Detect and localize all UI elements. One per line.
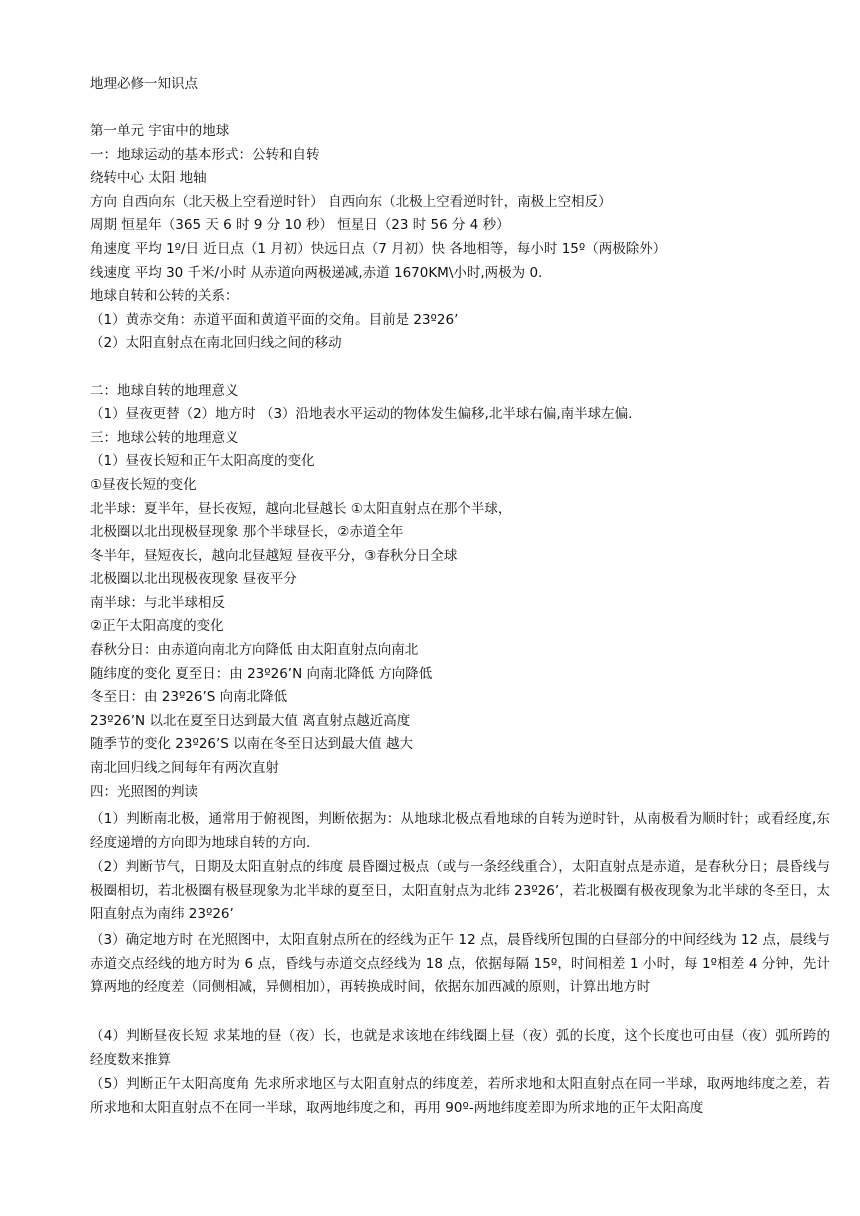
paragraph-judge-solar-terms: （2）判断节气，日期及太阳直射点的纬度 晨昏圈过极点（或与一条经线重合），太阳直射点是赤道，是春秋分日；晨昏线与极圈相切，若北极圈有极昼现象为北半球的夏至日，太阳直射点为北纬 23º26’，若北极圈有极夜现象为北半球的冬至日，太阳直射点为南纬 23º26’ bbox=[90, 859, 830, 923]
text-line: 随季节的变化 23º26’S 以南在冬至日达到最大值 越大 bbox=[90, 736, 413, 753]
text-line: 北半球：夏半年，昼长夜短，越向北昼越长 ①太阳直射点在那个半球， bbox=[90, 500, 512, 517]
text-line: 方向 自西向东（北天极上空看逆时针） 自西向东（北极上空看逆时针，南极上空相反） bbox=[90, 193, 612, 210]
text-line: 角速度 平均 1º/日 近日点（1 月初）快远日点（7 月初）快 各地相等，每小时 15º（两极除外） bbox=[90, 240, 667, 257]
text-line: 随纬度的变化 夏至日：由 23º26’N 向南北降低 方向降低 bbox=[90, 665, 433, 682]
text-line: ①昼夜长短的变化 bbox=[90, 476, 197, 493]
text-line: 南半球：与北半球相反 bbox=[90, 594, 225, 611]
text-line: （1）昼夜长短和正午太阳高度的变化 bbox=[90, 453, 315, 470]
text-line: （1）黄赤交角：赤道平面和黄道平面的交角。目前是 23º26’ bbox=[90, 311, 459, 328]
text-line: 北极圈以北出现极夜现象 昼夜平分 bbox=[90, 571, 297, 588]
text-line: 三：地球公转的地理意义 bbox=[90, 429, 239, 446]
paragraph-day-length: （4）判断昼夜长短 求某地的昼（夜）长，也就是求该地在纬线圈上昼（夜）弧的长度，这个长度也可由昼（夜）弧所跨的经度数来推算 bbox=[90, 1028, 830, 1068]
text-line: 23º26’N 以北在夏至日达到最大值 离直射点越近高度 bbox=[90, 712, 411, 729]
paragraph-noon-sun-angle: （5）判断正午太阳高度角 先求所求地区与太阳直射点的纬度差，若所求地和太阳直射点在同一半球，取两地纬度之差，若所求地和太阳直射点不在同一半球，取两地纬度之和，再用 90º-两地纬度差即为所求地的正午太阳高度 bbox=[90, 1076, 830, 1116]
text-line: 北极圈以北出现极昼现象 那个半球昼长，②赤道全年 bbox=[90, 524, 404, 541]
text-line: 一：地球运动的基本形式：公转和自转 bbox=[90, 146, 320, 163]
text-line: 二：地球自转的地理意义 bbox=[90, 382, 239, 399]
text-line: 四：光照图的判读 bbox=[90, 783, 198, 800]
text-line: （1）昼夜更替（2）地方时 （3）沿地表水平运动的物体发生偏移,北半球右偏,南半球左偏. bbox=[90, 406, 633, 423]
document-title: 地理必修一知识点 bbox=[90, 76, 198, 92]
text-line: 冬至日：由 23º26’S 向南北降低 bbox=[90, 689, 288, 706]
text-line: 周期 恒星年（365 天 6 时 9 分 10 秒） 恒星日（23 时 56 分 4 秒） bbox=[90, 217, 510, 234]
paragraph-local-time: （3）确定地方时 在光照图中，太阳直射点所在的经线为正午 12 点，晨昏线所包围的白昼部分的中间经线为 12 点，晨线与赤道交点经线的地方时为 6 点，昏线与赤道交点经线为 18 点，依据每隔 15º，时间相差 1 小时，每 1º相差 4 分钟，先计算两地的经度差（同侧相减，异侧相加），再转换成时间，依据东加西减的原则，计算出地方时 bbox=[90, 932, 830, 996]
text-line: 第一单元 宇宙中的地球 bbox=[90, 123, 230, 139]
text-line: 南北回归线之间每年有两次直射 bbox=[90, 760, 279, 777]
text-line: （2）太阳直射点在南北回归线之间的移动 bbox=[90, 335, 342, 352]
blank-line bbox=[90, 356, 830, 380]
text-line: 线速度 平均 30 千米/小时 从赤道向两极递减,赤道 1670KM\小时,两极为 0. bbox=[90, 264, 543, 281]
text-line: 绕转中心 太阳 地轴 bbox=[90, 170, 207, 187]
text-line: 春秋分日：由赤道向南北方向降低 由太阳直射点向南北 bbox=[90, 642, 419, 659]
content-lines bbox=[90, 120, 830, 804]
text-line: 冬半年，昼短夜长，越向北昼越短 昼夜平分，③春秋分日全球 bbox=[90, 547, 458, 564]
paragraph-judge-poles: （1）判断南北极，通常用于俯视图，判断依据为：从地球北极点看地球的自转为逆时针，从南极看为顺时针；或看经度,东经度递增的方向即为地球自转的方向. bbox=[90, 811, 830, 851]
text-line: 地球自转和公转的关系： bbox=[90, 288, 239, 305]
text-line: ②正午太阳高度的变化 bbox=[90, 618, 224, 635]
